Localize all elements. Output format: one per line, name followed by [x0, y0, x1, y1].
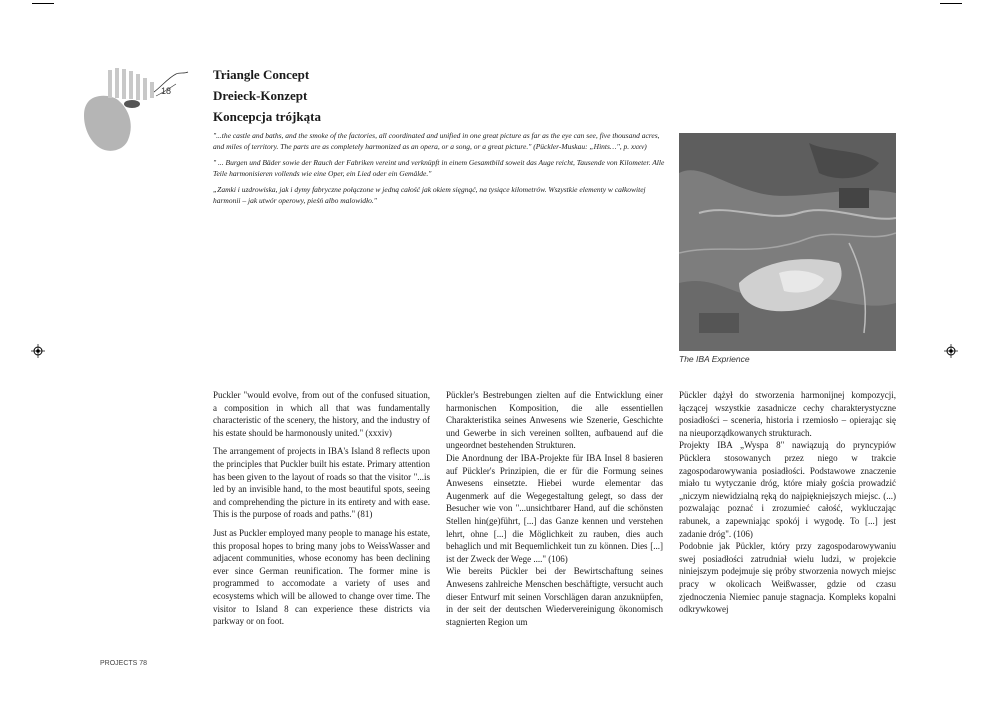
figure-caption: The IBA Exprience [679, 354, 750, 364]
german-paragraph-2: Die Anordnung der IBA-Projekte für IBA Insel 8 basieren auf Pückler's Prinzipien, die er für die Formung seines Anwesens einsetzte. Hiebei wurde elementar das Augenmerk auf die Wegegestaltung gelegt, so dass der Besucher wie von "...unsichtbarer Hand, auf die schönsten Stellen hin(ge)führt, [...] das Ganze kennen und verstehen lehrt, ohne [...] die Möglichkeit zu rauben, dies auch behaglich und mit Bequemlichkeit tun zu können. Dies [...] ist der Zweck der Wege ...." (106) [446, 452, 663, 564]
german-paragraph-3: Wie bereits Pückler bei der Bewirtschaftung seines Anwesens zahlreiche Menschen beschäftigte, versucht auch dieser Entwurf mit seinen Vorschlägen daran anzuknüpfen, in der seit der deutschen Wiedervereinigung ökonomisch stagnierten Region um [446, 566, 663, 627]
quote-german: " ... Burgen und Bäder sowie der Rauch der Fabriken vereint und verknüpft in einem Gesamtbild soweit das Auge reicht, Tausende von Kilometer. Alle Teile harmonisieren vollends wie eine Oper, ein Lied oder ein Gemälde." [213, 158, 665, 178]
column-german [446, 389, 663, 628]
island-logo-graphic [80, 64, 200, 156]
column-polish [679, 389, 896, 616]
title-english: Triangle Concept [213, 67, 310, 82]
registration-mark-left [31, 344, 45, 358]
epigraph-quotes [213, 131, 665, 212]
crop-mark-left [32, 3, 54, 4]
german-paragraph-1: Pückler's Bestrebungen zielten auf die Entwicklung einer harmonischen Komposition, die alle essentiellen Charakteristika seines Anwesens wie Szenerie, Geschichte und Gewerbe in sich vereinen sollten, aufbauend auf die ungeordnet bestehenden Strukturen. [446, 390, 663, 451]
quote-english: "...the castle and baths, and the smoke of the factories, all coordinated and unified in one great picture as far as the eye can see, five thousand acres, and miles of territory. The parts are as completely harmonized as an opera, or a song, or a great picture." (Pückler-Muskau: „Hints…", p. xxxv) [213, 131, 660, 151]
crop-mark-right [940, 3, 962, 4]
page-folio: PROJECTS 78 [100, 660, 148, 667]
page-number: 18 [161, 86, 172, 96]
title-block [213, 64, 321, 127]
title-polish: Koncepcja trójkąta [213, 109, 321, 124]
registration-mark-right [944, 344, 958, 358]
polish-paragraph-2: Projekty IBA „Wyspa 8" nawiązują do pryncypiów Pücklera stosowanych przez niego w trakcie zagospodarowywania posiadłości. Podstawowe znaczenie miało tu wytyczanie dróg, które miały gościa prowadzić „niczym niewidzialną ręką do najpiękniejszych miejsc. (...) pozwalając poznać i zrozumieć całość, wykluczając rabunek, a zapewniając spokój i wygodę. To [...] jest zadanie dróg". (106) [679, 440, 896, 539]
column-english [213, 389, 430, 634]
english-paragraph-3: Just as Puckler employed many people to manage his estate, this proposal hopes to bring many jobs to WeissWasser and adjacent communities, whose economy has been declining ever since German reunification. The former mine is programmed to accomodate a variety of uses and ecosystems which will be allowed to change over time. The visitor to Island 8 can experience these districts via parkway or on foot. [213, 527, 430, 627]
aerial-photo [679, 133, 896, 351]
quote-polish: „Zamki i uzdrowiska, jak i dymy fabryczne połączone w jedną całość jak okiem sięgnąć, na tysiące kilometrów. Wszystkie elementy w całkowitej harmonii – jak utwór operowy, pieśń albo malowidło." [213, 185, 646, 205]
polish-paragraph-3: Podobnie jak Pückler, który przy zagospodarowywaniu swej posiadłości zatrudniał wielu ludzi, w projekcie niniejszym podejmuje się próby stworzenia nowych miejsc pracy w okolicach Weißwasser, gdzie od czasu zjednoczenia Niemiec panuje stagnacja. Kompleks kopalni odkrywkowej [679, 541, 896, 615]
title-german: Dreieck-Konzept [213, 88, 308, 103]
polish-paragraph-1: Pückler dążył do stworzenia harmonijnej kompozycji, łączącej wszystkie zasadnicze cechy charakterystyczne posiadłości – sceneria, historia i rzemiosło – opierając się na nieuporządkowanych strukturach. [679, 390, 896, 438]
english-paragraph-1: Puckler "would evolve, from out of the confused situation, a composition in which all that was fundamentally characteristic of the scenery, the history, and the industry of his estate should be harmonously united." (xxxiv) [213, 390, 430, 438]
english-paragraph-2: The arrangement of projects in IBA's Island 8 reflects upon the principles that Puckler built his estate. Primary attention has been given to the layout of roads so that the visitor "...is led by an invisible hand, to the most beautiful spots, seeing and comprehending the picture in its entirety and with ease. This is the purpose of roads and paths." (81) [213, 446, 430, 520]
